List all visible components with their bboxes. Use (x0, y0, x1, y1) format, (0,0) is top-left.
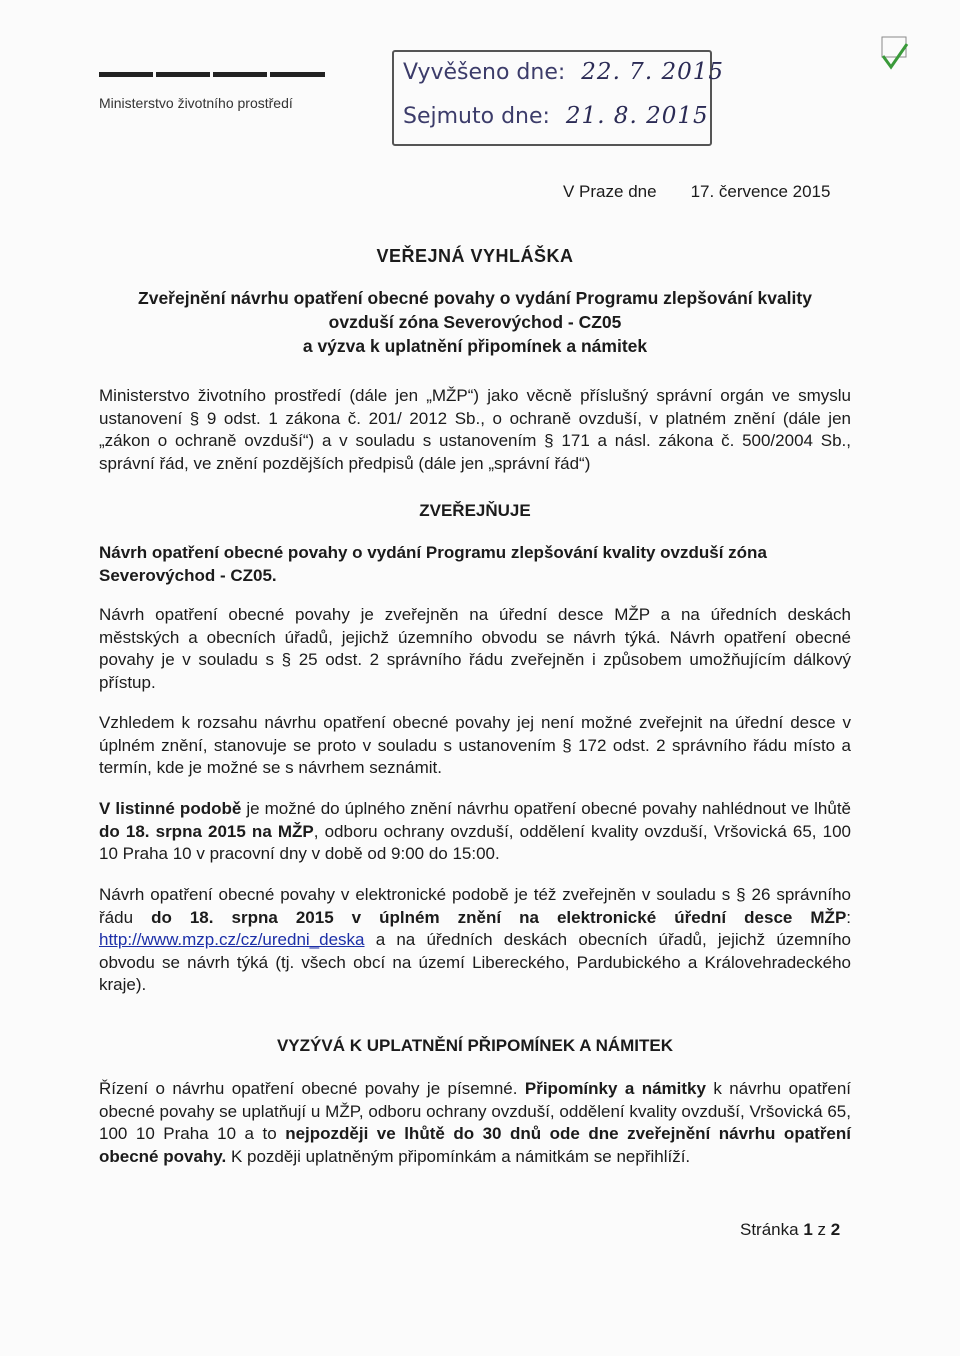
paragraph-publication: Návrh opatření obecné povahy je zveřejněn na úřední desce MŽP a na úředních deskách městských a obecních úřadů, jejichž územního obvodu se návrh týká. Návrh opatření obecné povahy je v souladu s § 25 odst. 2 správního řádu zveřejněn i způsobem umožňujícím dálkový přístup. (99, 605, 851, 692)
document-title: VEŘEJNÁ VYHLÁŠKA (376, 246, 574, 266)
electronic-access-colon: : (846, 907, 852, 927)
subtitle-line: a výzva k uplatnění připomínek a námitek (302, 336, 648, 356)
page-current: 1 (803, 1220, 813, 1239)
issue-date: 17. července 2015 (690, 182, 831, 201)
electronic-access-rest: a na úředních deskách obecních úřadů, jejichž územního obvodu se návrh týká (tj. všech obcí na území Libereckého, Pardubického a Královehradeckého kraje). (99, 930, 851, 994)
intro-paragraph: Ministerstvo životního prostředí (dále jen „MŽP“) jako věcně příslušný správní orgán ve smyslu ustanovení § 9 odst. 1 zákona č. 201/ 2012 Sb., o ochraně ovzduší, v platném znění (dále jen „zákon o ochraně ovzduší“) a v souladu s ustanovením § 171 a násl. zákona č. 500/2004 Sb., správní řád, ve znění pozdějších předpisů (dále jen „správní řád“) (99, 386, 851, 473)
posting-stamp (392, 50, 724, 146)
paper-access-text: je možné do úplného znění návrhu opatření obecné povahy nahlédnout ve lhůtě (241, 799, 851, 818)
call-heading: VYZÝVÁ K UPLATNĚNÍ PŘIPOMÍNEK A NÁMITEK (276, 1036, 674, 1055)
document-subtitle (99, 286, 851, 358)
publishes-subject: Návrh opatření obecné povahy o vydání Programu zlepšování kvality ovzduší zóna Severovýchod - CZ05. (99, 543, 767, 585)
comments-deadline: nejpozději ve lhůtě do 30 dnů ode dne zveřejnění návrhu opatření obecné povahy. (99, 1124, 851, 1166)
subtitle-line: Zveřejnění návrhu opatření obecné povahy o vydání Programu zlepšování kvality (138, 288, 812, 308)
electronic-access-text: Návrh opatření obecné povahy v elektronické podobě je též zveřejněn v souladu s § 26 správního řádu (99, 885, 851, 927)
stamp-removed-date: 21. 8. 2015 (565, 103, 709, 129)
stamp-removed-label: Sejmuto dne: (403, 104, 550, 129)
page-total: 2 (830, 1220, 841, 1239)
stamp-posted-label: Vyvěšeno dne: (403, 60, 566, 85)
comments-text: Řízení o návrhu opatření obecné povahy je písemné. (99, 1079, 525, 1098)
paragraph-paper-access (99, 798, 851, 866)
paper-access-deadline: do 18. srpna 2015 na MŽP (99, 821, 314, 841)
paper-access-address: , odboru ochrany ovzduší, oddělení kvality ovzduší, Vršovická 65, 100 10 Praha 10 v pracovní dny v době od 9:00 do 15:00. (99, 821, 851, 863)
subtitle-line: ovzduší zóna Severovýchod - CZ05 (328, 312, 622, 332)
electronic-access-deadline: do 18. srpna 2015 v úplném znění na elektronické úřední desce MŽP (151, 907, 847, 927)
page-number (740, 1220, 840, 1240)
approval-check-icon (879, 36, 909, 70)
logo-bars (99, 72, 325, 77)
comments-address: k návrhu opatření obecné povahy se uplatňují u MŽP, odboru ochrany ovzduší, oddělení kvality ovzduší, Vršovická 65, 100 10 Praha 10 a to (99, 1079, 852, 1143)
publishes-heading: ZVEŘEJŇUJE (419, 501, 531, 520)
place-label: V Praze dne (563, 182, 657, 201)
paper-access-highlight: V listinné podobě (99, 799, 242, 818)
official-board-link[interactable]: http://www.mzp.cz/cz/uredni_deska (99, 930, 365, 949)
paragraph-scope: Vzhledem k rozsahu návrhu opatření obecné povahy jej není možné zveřejnit na úřední desce v úplném znění, stanovuje se proto v souladu s ustanovením § 172 odst. 2 správního řádu místo a termín, kde je možné se s návrhem seznámit. (99, 713, 851, 777)
paragraph-electronic-access (99, 884, 851, 997)
comments-note: K později uplatněným připomínkám a námitkám se nepřihlíží. (226, 1146, 691, 1166)
place-and-date (563, 182, 830, 202)
page-label: Stránka (740, 1220, 799, 1239)
paragraph-comments (99, 1078, 851, 1168)
page-separator: z (817, 1220, 827, 1239)
ministry-logo (99, 72, 325, 111)
stamp-posted-date: 22. 7. 2015 (581, 59, 724, 85)
comments-highlight: Připomínky a námitky (524, 1079, 706, 1098)
ministry-name: Ministerstvo životního prostředí (99, 95, 293, 111)
